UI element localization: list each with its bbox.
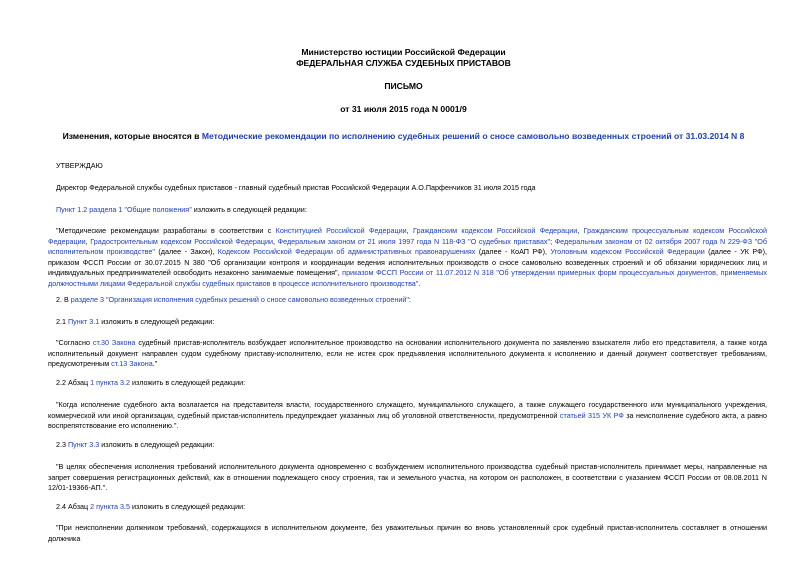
director-line: Директор Федеральной службы судебных приставов - главный судебный пристав Российской Федерации А.О.Парфенчиков 31 июля 2015 года bbox=[56, 183, 536, 192]
paragraph-2-2: 2.2 Абзац 1 пункта 3.2 изложить в следующей редакции: bbox=[56, 378, 246, 387]
link-punkt-1-2[interactable]: Пункт 1.2 раздела 1 "Общие положения" bbox=[56, 205, 192, 214]
link-st-30[interactable]: ст.30 Закона bbox=[92, 338, 136, 347]
quote-2-1: "Согласно ст.30 Закона судебный пристав-исполнитель возбуждает исполнительное производство на основании исполнительного документа по заявлению взыскателя либо его представителя, а также когда исполнительный документ направлен судом судебному приставу-исполнителю, если не истек срок предъявления исполнительного документа к исполнению и данный документ соответствует требованиям, предусмотренным ст.13 Закона." bbox=[48, 338, 768, 369]
link-punkt-3-1[interactable]: Пункт 3.1 bbox=[68, 317, 100, 326]
link-constitution[interactable]: Конституцией Российской Федерации bbox=[275, 226, 407, 235]
title-link[interactable]: Методические рекомендации по исполнению судебных решений о сносе самовольно возведенных строений от 31.03.2014 N 8 bbox=[201, 131, 745, 141]
paragraph-1: Пункт 1.2 раздела 1 "Общие положения" изложить в следующей редакции: bbox=[56, 205, 307, 214]
paragraph-2-4: 2.4 Абзац 2 пункта 3.5 изложить в следующей редакции: bbox=[56, 502, 246, 511]
link-punkt-3-3[interactable]: Пункт 3.3 bbox=[68, 440, 100, 449]
link-urban-code[interactable]: Градостроительным кодексом Российской Федерации bbox=[90, 236, 274, 246]
paragraph-2-3: 2.3 Пункт 3.3 изложить в следующей редакции: bbox=[56, 440, 215, 449]
paragraph-2-1: 2.1 Пункт 3.1 изложить в следующей редакции: bbox=[56, 317, 215, 326]
paragraph-2: 2. В разделе 3 "Организация исполнения судебных решений о сносе самовольно возведенных строений": bbox=[56, 295, 411, 304]
link-punkt-3-5[interactable]: пункта 3.5 bbox=[96, 502, 131, 511]
link-st-13[interactable]: ст.13 Закона bbox=[111, 359, 153, 369]
link-st-315[interactable]: статьей 315 УК РФ bbox=[559, 410, 624, 420]
link-koap[interactable]: Кодексом Российской Федерации об административных правонарушениях bbox=[217, 247, 476, 257]
document-type: ПИСЬМО bbox=[384, 81, 423, 91]
link-abzac-2[interactable]: 2 bbox=[90, 502, 95, 511]
quote-2-2: "Когда исполнение судебного акта возлагается на представителя власти, государственного служащего, муниципального служащего, а также служащего государственного или муниципального учреждения, коммерческой или иной организации, судебный пристав-исполнитель предупреждает указанных лиц об уголовной ответственности, предусмотренной статьей 315 УК РФ за неисполнение судебного акта, а равно воспрепятствование его исполнению.". bbox=[48, 400, 768, 431]
quote-1: "Методические рекомендации разработаны в соответствии с Конституцией Российской Федерации, Гражданским кодексом Российской Федерации, Гражданским процессуальным кодексом Российской Федерации, Градостроительным кодексом Российской Федерации, Федеральным законом от 21 июля 1997 года N 118-ФЗ "О судебных приставах"; Федеральным законом от 02 октября 2007 года N 229-ФЗ "Об исполнительном производстве" (далее - Закон), Кодексом Российской Федерации об административных правонарушениях (далее - КоАП РФ), Уголовным кодексом Российской Федерации (далее - УК РФ), приказом ФССП России от 30.07.2015 N 380 "Об организации контроля и координации ведения исполнительных производств о сносе самовольно возведенных строений и об обязании юридических лиц и индивидуальных предпринимателей освободить незаконно занимаемые помещения", приказом ФССП России от 11.07.2012 N 318 "Об утверждении примерных форм процессуальных документов, применяемых должностными лицами Федеральной службы судебных приставов в процессе исполнительного производства". bbox=[48, 226, 768, 288]
link-section-3[interactable]: разделе 3 "Организация исполнения судебных решений о сносе самовольно возведенных строений" bbox=[70, 295, 409, 304]
link-abzac-1[interactable]: 1 bbox=[90, 378, 95, 387]
quote-2-4: "При неисполнении должником требований, содержащихся в исполнительном документе, без уважительных причин во вновь установленный срок судебный пристав-исполнитель составляет в отношении должника bbox=[48, 523, 767, 543]
document-header bbox=[0, 47, 807, 68]
quote-2-3: "В целях обеспечения исполнения требований исполнительного документа одновременно с возбуждением исполнительного производства судебный пристав-исполнитель принимает меры, направленные на запрет совершения регистрационных действий, как в отношении подлежащего сносу строения, так и земельного участка, на котором он расположен, в соответствии с указанием ФССП России от 08.08.2011 N 12/01-19366-АП.". bbox=[48, 462, 767, 493]
link-criminal-code[interactable]: Уголовным кодексом Российской Федерации bbox=[550, 247, 705, 257]
document-title: Изменения, которые вносятся в Методические рекомендации по исполнению судебных решений о сносе самовольно возведенных строений от 31.03.2014 N 8 bbox=[62, 131, 745, 141]
link-civil-code[interactable]: Гражданским кодексом Российской Федерации bbox=[412, 226, 578, 235]
link-law-229[interactable]: Федеральным законом от 02 октября 2007 года N 229-ФЗ "Об исполнительном производстве" bbox=[48, 236, 767, 257]
link-civil-procedure-code[interactable]: Гражданским процессуальным кодексом Российской Федерации bbox=[48, 226, 768, 246]
document-date: от 31 июля 2015 года N 0001/9 bbox=[340, 104, 467, 114]
link-law-118[interactable]: Федеральным законом от 21 июля 1997 года N 118-ФЗ "О судебных приставах" bbox=[277, 236, 551, 246]
approve-label: УТВЕРЖДАЮ bbox=[56, 161, 103, 170]
link-punkt-3-2[interactable]: пункта 3.2 bbox=[96, 378, 131, 387]
ministry-name: Министерство юстиции Российской Федерации bbox=[301, 47, 506, 57]
link-order-318[interactable]: приказом ФССП России от 11.07.2012 N 318 "Об утверждении примерных форм процессуальных документов, применяемых должностными лицами Федеральной службы судебных приставов в процессе исполнительного производства" bbox=[48, 268, 767, 288]
service-name: ФЕДЕРАЛЬНАЯ СЛУЖБА СУДЕБНЫХ ПРИСТАВОВ bbox=[296, 57, 511, 68]
